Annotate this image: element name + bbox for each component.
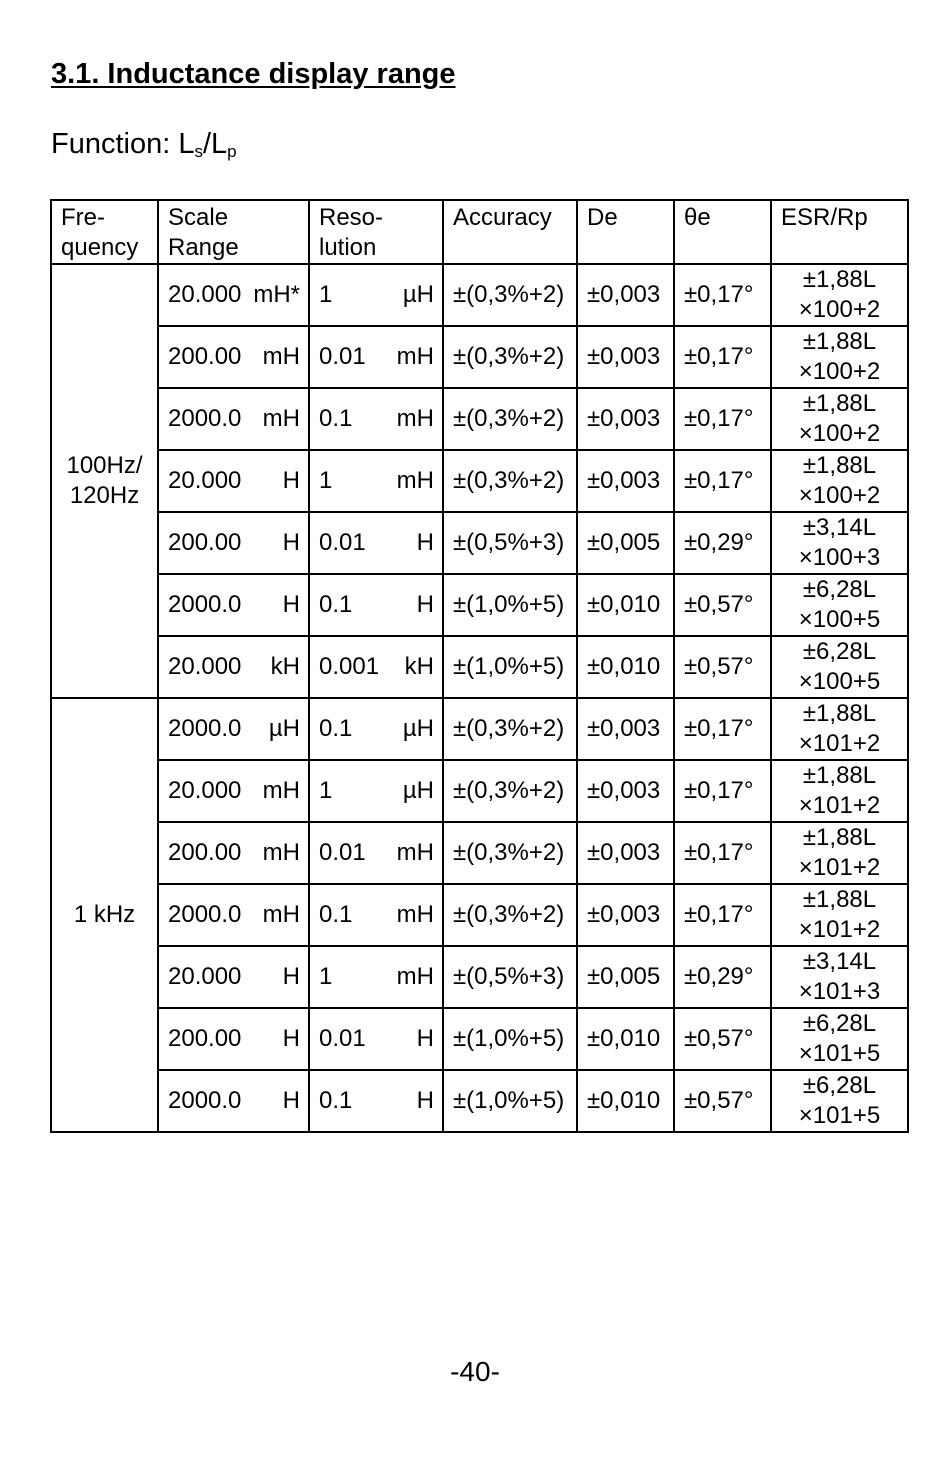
- scale-range-cell: [158, 760, 309, 822]
- theta-e-cell: ±0,29°: [674, 946, 771, 1008]
- resolution-value: 0.01: [319, 343, 366, 370]
- resolution-cell: [309, 760, 443, 822]
- esr-rp-line1: ±1,88L: [802, 266, 877, 293]
- resolution-cell: [309, 946, 443, 1008]
- table-row: [51, 326, 908, 388]
- resolution-cell: [309, 326, 443, 388]
- esr-rp-cell: [771, 698, 908, 760]
- de-cell: ±0,010: [577, 574, 674, 636]
- scale-range-cell: [158, 636, 309, 698]
- table-row: [51, 264, 908, 326]
- esr-rp-line2: ×101+2: [798, 854, 881, 881]
- resolution-cell: [309, 636, 443, 698]
- theta-e-cell: ±0,29°: [674, 512, 771, 574]
- function-prefix: Function: L: [51, 128, 195, 160]
- esr-rp-line1: ±1,88L: [802, 886, 877, 913]
- resolution-unit: µH: [402, 715, 434, 742]
- resolution-unit: mH: [396, 343, 434, 370]
- esr-rp-line1: ±3,14L: [802, 514, 877, 541]
- header-accuracy: Accuracy: [443, 200, 577, 264]
- resolution-cell: [309, 698, 443, 760]
- table-row: [51, 450, 908, 512]
- de-cell: ±0,003: [577, 264, 674, 326]
- table-row: [51, 512, 908, 574]
- esr-rp-line2: ×100+2: [798, 420, 881, 447]
- accuracy-cell: ±(0,3%+2): [443, 822, 577, 884]
- resolution-cell: [309, 388, 443, 450]
- theta-e-cell: ±0,17°: [674, 264, 771, 326]
- resolution-cell: [309, 822, 443, 884]
- scale-range-value: 20.000: [168, 467, 242, 494]
- esr-rp-cell: [771, 1070, 908, 1132]
- table-row: [51, 884, 908, 946]
- function-sub-p: p: [227, 142, 237, 161]
- esr-rp-line1: ±1,88L: [802, 390, 877, 417]
- esr-rp-line2: ×101+3: [798, 978, 881, 1005]
- resolution-value: 0.001: [319, 653, 380, 680]
- esr-rp-line2: ×101+2: [798, 792, 881, 819]
- esr-rp-line1: ±6,28L: [802, 1010, 877, 1037]
- de-cell: ±0,010: [577, 1070, 674, 1132]
- scale-range-value: 20.000: [168, 653, 242, 680]
- resolution-unit: H: [416, 1025, 434, 1052]
- resolution-value: 1: [319, 963, 333, 990]
- scale-range-value: 20.000: [168, 281, 242, 308]
- accuracy-cell: ±(0,3%+2): [443, 884, 577, 946]
- section-heading: 3.1. Inductance display range: [51, 58, 456, 90]
- scale-range-cell: [158, 884, 309, 946]
- resolution-unit: µH: [402, 281, 434, 308]
- esr-rp-line2: ×101+5: [798, 1102, 881, 1129]
- scale-range-cell: [158, 1070, 309, 1132]
- accuracy-cell: ±(0,5%+3): [443, 512, 577, 574]
- resolution-value: 1: [319, 777, 333, 804]
- resolution-unit: mH: [396, 839, 434, 866]
- resolution-value: 0.1: [319, 901, 353, 928]
- scale-range-value: 2000.0: [168, 1087, 242, 1114]
- scale-range-value: 2000.0: [168, 405, 242, 432]
- table-row: [51, 574, 908, 636]
- header-scale-range: Scale Range: [158, 200, 309, 264]
- esr-rp-cell: [771, 574, 908, 636]
- table-row: [51, 636, 908, 698]
- scale-range-cell: [158, 946, 309, 1008]
- scale-range-value: 2000.0: [168, 591, 242, 618]
- scale-range-unit: mH: [262, 777, 300, 804]
- header-de: De: [577, 200, 674, 264]
- frequency-label-line2: 120Hz: [69, 482, 140, 509]
- theta-e-cell: ±0,17°: [674, 450, 771, 512]
- esr-rp-cell: [771, 388, 908, 450]
- theta-e-cell: ±0,57°: [674, 1070, 771, 1132]
- resolution-unit: mH: [396, 405, 434, 432]
- resolution-unit: mH: [396, 901, 434, 928]
- scale-range-value: 200.00: [168, 1025, 242, 1052]
- accuracy-cell: ±(1,0%+5): [443, 636, 577, 698]
- accuracy-cell: ±(0,3%+2): [443, 698, 577, 760]
- scale-range-cell: [158, 512, 309, 574]
- accuracy-cell: ±(0,3%+2): [443, 450, 577, 512]
- esr-rp-line2: ×100+5: [798, 606, 881, 633]
- table-row: [51, 946, 908, 1008]
- resolution-value: 1: [319, 467, 333, 494]
- scale-range-unit: H: [282, 591, 300, 618]
- resolution-cell: [309, 1008, 443, 1070]
- de-cell: ±0,003: [577, 760, 674, 822]
- esr-rp-cell: [771, 1008, 908, 1070]
- header-frequency: Fre- quency: [51, 200, 158, 264]
- scale-range-cell: [158, 698, 309, 760]
- scale-range-unit: H: [282, 529, 300, 556]
- resolution-value: 0.01: [319, 529, 366, 556]
- de-cell: ±0,005: [577, 946, 674, 1008]
- resolution-value: 0.1: [319, 591, 353, 618]
- resolution-value: 0.1: [319, 1087, 353, 1114]
- de-cell: ±0,010: [577, 636, 674, 698]
- scale-range-value: 20.000: [168, 777, 242, 804]
- esr-rp-line1: ±3,14L: [802, 948, 877, 975]
- esr-rp-line1: ±1,88L: [802, 762, 877, 789]
- scale-range-value: 2000.0: [168, 901, 242, 928]
- esr-rp-line1: ±1,88L: [802, 700, 877, 727]
- esr-rp-line1: ±1,88L: [802, 328, 877, 355]
- theta-e-cell: ±0,17°: [674, 760, 771, 822]
- resolution-unit: H: [416, 1087, 434, 1114]
- accuracy-cell: ±(1,0%+5): [443, 1008, 577, 1070]
- resolution-unit: H: [416, 529, 434, 556]
- scale-range-unit: µH: [268, 715, 300, 742]
- esr-rp-line2: ×100+2: [798, 296, 881, 323]
- theta-e-cell: ±0,17°: [674, 822, 771, 884]
- resolution-unit: mH: [396, 963, 434, 990]
- theta-e-cell: ±0,17°: [674, 326, 771, 388]
- resolution-cell: [309, 1070, 443, 1132]
- scale-range-value: 2000.0: [168, 715, 242, 742]
- resolution-cell: [309, 264, 443, 326]
- accuracy-cell: ±(0,5%+3): [443, 946, 577, 1008]
- scale-range-unit: H: [282, 963, 300, 990]
- frequency-cell: [51, 264, 158, 698]
- scale-range-cell: [158, 1008, 309, 1070]
- esr-rp-line2: ×101+2: [798, 730, 881, 757]
- frequency-label: 100Hz/: [66, 452, 143, 479]
- esr-rp-cell: [771, 264, 908, 326]
- de-cell: ±0,003: [577, 884, 674, 946]
- accuracy-cell: ±(0,3%+2): [443, 326, 577, 388]
- scale-range-cell: [158, 450, 309, 512]
- frequency-cell: [51, 698, 158, 1132]
- table-header-row: [51, 200, 908, 264]
- header-theta-e: θe: [674, 200, 771, 264]
- function-sub-s: s: [194, 142, 203, 161]
- scale-range-cell: [158, 326, 309, 388]
- table-row: [51, 1070, 908, 1132]
- esr-rp-line1: ±6,28L: [802, 576, 877, 603]
- scale-range-cell: [158, 264, 309, 326]
- theta-e-cell: ±0,57°: [674, 574, 771, 636]
- table-row: [51, 760, 908, 822]
- scale-range-unit: mH: [262, 839, 300, 866]
- theta-e-cell: ±0,17°: [674, 884, 771, 946]
- de-cell: ±0,003: [577, 450, 674, 512]
- resolution-cell: [309, 574, 443, 636]
- scale-range-unit: mH: [262, 405, 300, 432]
- esr-rp-cell: [771, 326, 908, 388]
- scale-range-cell: [158, 388, 309, 450]
- esr-rp-line2: ×101+5: [798, 1040, 881, 1067]
- scale-range-unit: mH: [262, 343, 300, 370]
- accuracy-cell: ±(1,0%+5): [443, 1070, 577, 1132]
- header-esr-rp: ESR/Rp: [771, 200, 908, 264]
- esr-rp-line2: ×100+5: [798, 668, 881, 695]
- de-cell: ±0,005: [577, 512, 674, 574]
- theta-e-cell: ±0,57°: [674, 636, 771, 698]
- scale-range-value: 200.00: [168, 529, 242, 556]
- table-row: [51, 822, 908, 884]
- de-cell: ±0,003: [577, 388, 674, 450]
- esr-rp-line2: ×100+2: [798, 358, 881, 385]
- resolution-value: 1: [319, 281, 333, 308]
- scale-range-value: 200.00: [168, 839, 242, 866]
- theta-e-cell: ±0,17°: [674, 698, 771, 760]
- scale-range-value: 20.000: [168, 963, 242, 990]
- scale-range-unit: mH: [262, 901, 300, 928]
- function-mid: /L: [202, 128, 228, 160]
- esr-rp-cell: [771, 636, 908, 698]
- esr-rp-cell: [771, 512, 908, 574]
- resolution-value: 0.1: [319, 715, 353, 742]
- esr-rp-line1: ±6,28L: [802, 1072, 877, 1099]
- esr-rp-line1: ±1,88L: [802, 824, 877, 851]
- scale-range-unit: H: [282, 1087, 300, 1114]
- inductance-range-table: [50, 199, 909, 1133]
- scale-range-cell: [158, 822, 309, 884]
- resolution-value: 0.01: [319, 839, 366, 866]
- header-resolution: Reso- lution: [309, 200, 443, 264]
- esr-rp-cell: [771, 450, 908, 512]
- scale-range-value: 200.00: [168, 343, 242, 370]
- accuracy-cell: ±(1,0%+5): [443, 574, 577, 636]
- scale-range-cell: [158, 574, 309, 636]
- resolution-unit: µH: [402, 777, 434, 804]
- resolution-value: 0.01: [319, 1025, 366, 1052]
- function-label: [51, 128, 237, 162]
- esr-rp-cell: [771, 884, 908, 946]
- accuracy-cell: ±(0,3%+2): [443, 264, 577, 326]
- esr-rp-line1: ±1,88L: [802, 452, 877, 479]
- page-number: -40-: [450, 1356, 500, 1387]
- accuracy-cell: ±(0,3%+2): [443, 388, 577, 450]
- scale-range-unit: H: [282, 467, 300, 494]
- de-cell: ±0,003: [577, 326, 674, 388]
- resolution-cell: [309, 512, 443, 574]
- theta-e-cell: ±0,17°: [674, 388, 771, 450]
- table-row: [51, 1008, 908, 1070]
- resolution-value: 0.1: [319, 405, 353, 432]
- esr-rp-cell: [771, 946, 908, 1008]
- esr-rp-cell: [771, 760, 908, 822]
- resolution-cell: [309, 884, 443, 946]
- scale-range-unit: H: [282, 1025, 300, 1052]
- scale-range-unit: kH: [270, 653, 300, 680]
- de-cell: ±0,003: [577, 698, 674, 760]
- de-cell: ±0,010: [577, 1008, 674, 1070]
- esr-rp-cell: [771, 822, 908, 884]
- esr-rp-line1: ±6,28L: [802, 638, 877, 665]
- resolution-cell: [309, 450, 443, 512]
- de-cell: ±0,003: [577, 822, 674, 884]
- resolution-unit: kH: [404, 653, 434, 680]
- scale-range-unit: mH*: [253, 281, 300, 308]
- theta-e-cell: ±0,57°: [674, 1008, 771, 1070]
- table-row: [51, 698, 908, 760]
- accuracy-cell: ±(0,3%+2): [443, 760, 577, 822]
- esr-rp-line2: ×101+2: [798, 916, 881, 943]
- frequency-label: 1 kHz: [73, 901, 136, 928]
- esr-rp-line2: ×100+2: [798, 482, 881, 509]
- resolution-unit: H: [416, 591, 434, 618]
- table-row: [51, 388, 908, 450]
- esr-rp-line2: ×100+3: [798, 544, 881, 571]
- resolution-unit: mH: [396, 467, 434, 494]
